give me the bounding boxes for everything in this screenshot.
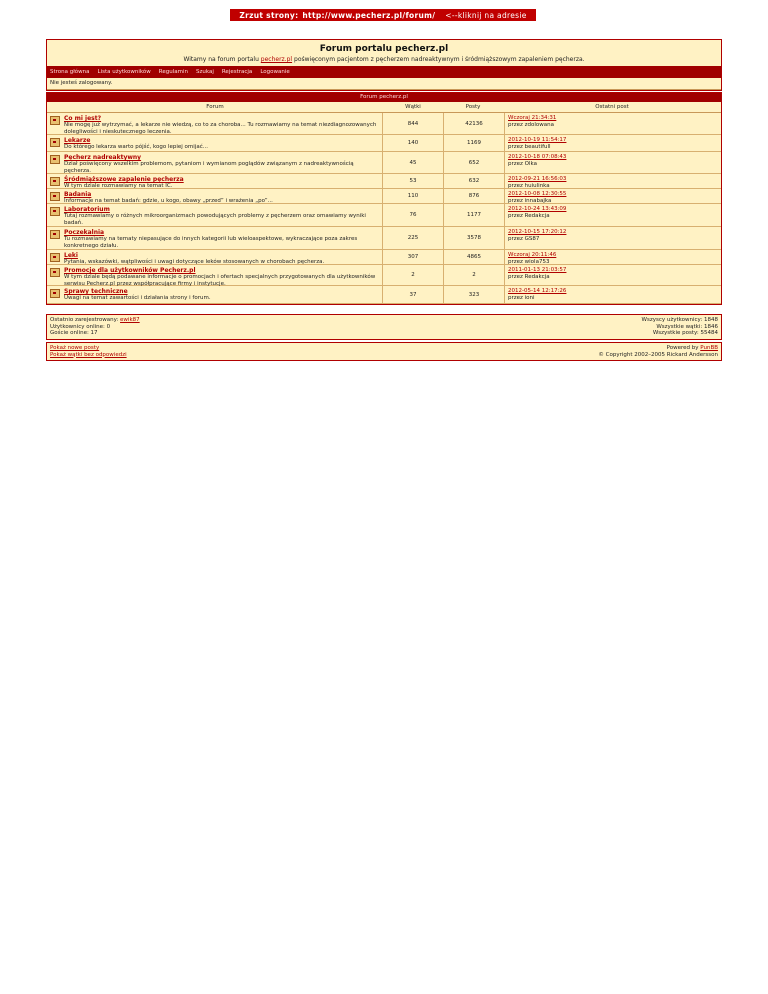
forum-text bbox=[64, 229, 382, 247]
forum-row bbox=[47, 189, 721, 204]
forum-cell bbox=[47, 286, 383, 303]
forum-stats bbox=[46, 314, 722, 340]
nav-rules[interactable]: Regulamin bbox=[158, 69, 188, 75]
post-count: 323 bbox=[444, 286, 505, 303]
forum-text bbox=[64, 252, 325, 265]
last-post-date-link[interactable]: 2012-10-19 11:54:17 bbox=[508, 137, 567, 143]
forum-text bbox=[64, 191, 273, 204]
forum-cell bbox=[47, 250, 383, 264]
thread-count: 37 bbox=[383, 286, 444, 303]
last-post-author: przez zdolowana bbox=[508, 121, 555, 128]
welcome-text bbox=[47, 56, 721, 63]
forum-folder-icon bbox=[50, 116, 60, 125]
last-post-date-link[interactable]: Wczoraj 21:34:31 bbox=[508, 115, 557, 121]
forum-description: Informacje na temat badań: gdzie, u kogo, obawy „przed” i wrażenia „po”... bbox=[64, 198, 273, 204]
forum-cell bbox=[47, 265, 383, 285]
copyright: © Copyright 2002–2005 Rickard Andersson bbox=[598, 351, 718, 358]
thread-count: 844 bbox=[383, 113, 444, 134]
forum-name-link[interactable]: Co mi jest? bbox=[64, 115, 102, 122]
last-post-date-link[interactable]: 2012-05-14 12:17:26 bbox=[508, 288, 567, 294]
last-post-date-link[interactable]: 2012-10-15 17:20:12 bbox=[508, 229, 567, 235]
forum-name-link[interactable]: Promocje dla użytkowników Pecherz.pl bbox=[64, 267, 196, 274]
forum-cell bbox=[47, 204, 383, 226]
forum-text bbox=[64, 115, 382, 135]
forum-description: Uwagi na temat zawartości i działania strony i forum. bbox=[64, 295, 211, 301]
forum-text bbox=[64, 154, 382, 174]
last-post-author: przez ioni bbox=[508, 294, 535, 301]
last-post-cell bbox=[505, 189, 721, 203]
screenshot-banner bbox=[230, 9, 536, 21]
forum-folder-icon bbox=[50, 253, 60, 262]
thread-count: 140 bbox=[383, 135, 444, 151]
total-users: Wszyscy użytkownicy: 1848 bbox=[641, 317, 718, 323]
forum-text bbox=[64, 176, 184, 189]
total-threads: Wszystkie wątki: 1846 bbox=[656, 323, 718, 330]
forum-description: Pytania, wskazówki, wątpliwości i uwagi dotyczące leków stosowanych w chorobach pęcherza. bbox=[64, 259, 325, 265]
nav-userlist[interactable]: Lista użytkowników bbox=[97, 69, 151, 75]
forum-name-link[interactable]: Leki bbox=[64, 252, 78, 259]
forum-cell bbox=[47, 152, 383, 173]
forum-cell bbox=[47, 113, 383, 134]
welcome-pre: Witamy na forum portalu bbox=[183, 56, 259, 63]
post-count: 4865 bbox=[444, 250, 505, 264]
forum-description: Dział poświęcony wszelkim problemom, pytaniom i wymianom poglądów związanym z nadreaktywnością pęcherza. bbox=[64, 161, 354, 174]
forum-cell bbox=[47, 227, 383, 249]
forum-description: W tym dziale będą podawane informacje o promocjach i ofertach specjalnych przygotowanych dla użytkowników serwisu Pecherz.pl przez współpracujące firmy i instytucje. bbox=[64, 274, 376, 287]
last-post-cell bbox=[505, 227, 721, 249]
nav-login[interactable]: Logowanie bbox=[260, 69, 290, 75]
last-post-author: przez GS87 bbox=[508, 235, 540, 242]
forum-folder-icon bbox=[50, 155, 60, 164]
last-post-author: przez huiulinka bbox=[508, 182, 550, 189]
show-new-posts-link[interactable]: Pokaż nowe posty bbox=[50, 345, 100, 351]
forum-text bbox=[64, 267, 382, 287]
forum-name-link[interactable]: Laboratorium bbox=[64, 206, 110, 213]
last-post-date-link[interactable]: 2011-01-13 21:03:57 bbox=[508, 267, 567, 273]
banner-note: <--kliknij na adresie bbox=[445, 10, 527, 20]
last-post-author: przez beautifull bbox=[508, 143, 551, 150]
forum-name-link[interactable]: Lekarze bbox=[64, 137, 91, 144]
forum-description: Nie mogę już wytrzymać, a lekarze nie wiedzą, co to za choroba... Tu rozmawiamy na temat niezdiagnozowanych dolegliwości i nieskutecznego leczenia. bbox=[64, 122, 377, 135]
nav-register[interactable]: Rejestracja bbox=[221, 69, 253, 75]
total-posts: Wszystkie posty: 55484 bbox=[652, 330, 718, 336]
forum-row bbox=[47, 152, 721, 174]
forum-row bbox=[47, 227, 721, 250]
welcome-post: poświęconym pacjentom z pęcherzem nadreaktywnym i śródmiąższowym zapaleniem pęcherza. bbox=[294, 56, 585, 63]
last-post-cell bbox=[505, 250, 721, 264]
forum-header bbox=[47, 40, 721, 66]
last-registered bbox=[50, 317, 140, 324]
last-post-date-link[interactable]: 2012-10-24 13:43:09 bbox=[508, 206, 567, 212]
last-post-cell bbox=[505, 204, 721, 226]
forum-text bbox=[64, 137, 208, 149]
last-post-author: przez innabajka bbox=[508, 197, 552, 204]
banner-label: Zrzut strony: bbox=[239, 10, 299, 20]
forum-description: W tym dziale rozmawiamy na temat IC. bbox=[64, 183, 173, 189]
forum-cell bbox=[47, 189, 383, 203]
thread-count: 110 bbox=[383, 189, 444, 203]
thread-count: 45 bbox=[383, 152, 444, 173]
post-count: 876 bbox=[444, 189, 505, 203]
forum-description: Do którego lekarza warto pójść, kogo lepiej omijać... bbox=[64, 144, 208, 150]
post-count: 652 bbox=[444, 152, 505, 173]
last-post-date-link[interactable]: 2012-09-21 16:56:03 bbox=[508, 176, 567, 182]
guests-online: Goście online: 17 bbox=[50, 330, 98, 336]
last-post-cell bbox=[505, 286, 721, 303]
punbb-link[interactable]: PunBB bbox=[700, 345, 718, 351]
post-count: 1169 bbox=[444, 135, 505, 151]
last-post-date-link[interactable]: Wczoraj 20:11:46 bbox=[508, 252, 557, 258]
last-post-date-link[interactable]: 2012-10-08 12:30:55 bbox=[508, 191, 567, 197]
last-post-cell bbox=[505, 152, 721, 173]
forum-cell bbox=[47, 174, 383, 188]
nav-home[interactable]: Strona główna bbox=[50, 69, 90, 75]
forum-row bbox=[47, 250, 721, 265]
welcome-site-link[interactable]: pecherz.pl bbox=[260, 56, 293, 63]
forum-name-link[interactable]: Sprawy techniczne bbox=[64, 288, 128, 295]
thread-count: 225 bbox=[383, 227, 444, 249]
forum-text bbox=[64, 206, 382, 224]
forum-folder-icon bbox=[50, 289, 60, 298]
last-post-cell bbox=[505, 174, 721, 188]
last-post-author: przez Redakcja bbox=[508, 273, 550, 280]
col-posts: Posty bbox=[465, 104, 481, 110]
forum-row bbox=[47, 286, 721, 304]
users-online: Użytkownicy online: 0 bbox=[50, 323, 111, 330]
last-registered-user-link[interactable]: ewik87 bbox=[120, 317, 140, 323]
post-count: 632 bbox=[444, 174, 505, 188]
forum-folder-icon bbox=[50, 268, 60, 277]
thread-count: 2 bbox=[383, 265, 444, 285]
post-count: 3578 bbox=[444, 227, 505, 249]
last-post-author: przez Redakcja bbox=[508, 212, 550, 219]
board-title: Forum pecherz.pl bbox=[47, 93, 721, 102]
login-status: Nie jesteś zalogowany. bbox=[47, 78, 721, 90]
banner-url-link[interactable]: http://www.pecherz.pl/forum/ bbox=[302, 10, 436, 20]
last-post-cell bbox=[505, 113, 721, 134]
forum-row bbox=[47, 204, 721, 227]
forum-header-box bbox=[46, 39, 722, 91]
last-post-author: przez wiola753 bbox=[508, 258, 550, 265]
forum-folder-icon bbox=[50, 138, 60, 147]
main-nav bbox=[47, 66, 721, 78]
forum-name-link[interactable]: Poczekalnia bbox=[64, 229, 105, 236]
post-count: 42136 bbox=[444, 113, 505, 134]
forum-folder-icon bbox=[50, 177, 60, 186]
thread-count: 53 bbox=[383, 174, 444, 188]
forum-folder-icon bbox=[50, 230, 60, 239]
last-post-date-link[interactable]: 2012-10-18 07:08:43 bbox=[508, 154, 567, 160]
forum-name-link[interactable]: Śródmiąższowe zapalenie pęcherza bbox=[64, 176, 184, 183]
page-title: Forum portalu pecherz.pl bbox=[319, 44, 449, 54]
forum-row bbox=[47, 135, 721, 152]
last-post-author: przez Olka bbox=[508, 160, 537, 167]
forum-bottom bbox=[46, 342, 722, 361]
col-threads: Wątki bbox=[405, 104, 421, 110]
forum-cell bbox=[47, 135, 383, 151]
thread-count: 307 bbox=[383, 250, 444, 264]
forum-row bbox=[47, 174, 721, 189]
last-post-cell bbox=[505, 135, 721, 151]
last-registered-label: Ostatnio zarejestrowany: bbox=[50, 317, 119, 323]
forum-description: Tutaj rozmawiamy o różnych mikroorganizmach powodujących problemy z pęcherzem oraz omawiamy wyniki badań. bbox=[64, 213, 366, 226]
forum-row bbox=[47, 265, 721, 286]
forum-description: Tu rozmawiamy na tematy niepasujące do innych kategorii lub wieloaspektowe, wykraczające poza zakres konkretnego działu. bbox=[64, 236, 358, 249]
powered-by-label: Powered by bbox=[666, 345, 699, 351]
nav-search[interactable]: Szukaj bbox=[196, 69, 214, 75]
forum-name-link[interactable]: Pęcherz nadreaktywny bbox=[64, 154, 142, 161]
forum-name-link[interactable]: Badania bbox=[64, 191, 92, 198]
forum-row bbox=[47, 113, 721, 135]
last-post-cell bbox=[505, 265, 721, 285]
thread-count: 76 bbox=[383, 204, 444, 226]
post-count: 1177 bbox=[444, 204, 505, 226]
forum-text bbox=[64, 288, 211, 301]
column-headers bbox=[47, 102, 721, 113]
post-count: 2 bbox=[444, 265, 505, 285]
forum-folder-icon bbox=[50, 192, 60, 201]
col-forum: Forum bbox=[206, 104, 224, 110]
forum-folder-icon bbox=[50, 207, 60, 216]
show-unanswered-link[interactable]: Pokaż wątki bez odpowiedzi bbox=[50, 351, 127, 358]
col-last-post: Ostatni post bbox=[595, 104, 629, 110]
forum-board bbox=[46, 92, 722, 305]
